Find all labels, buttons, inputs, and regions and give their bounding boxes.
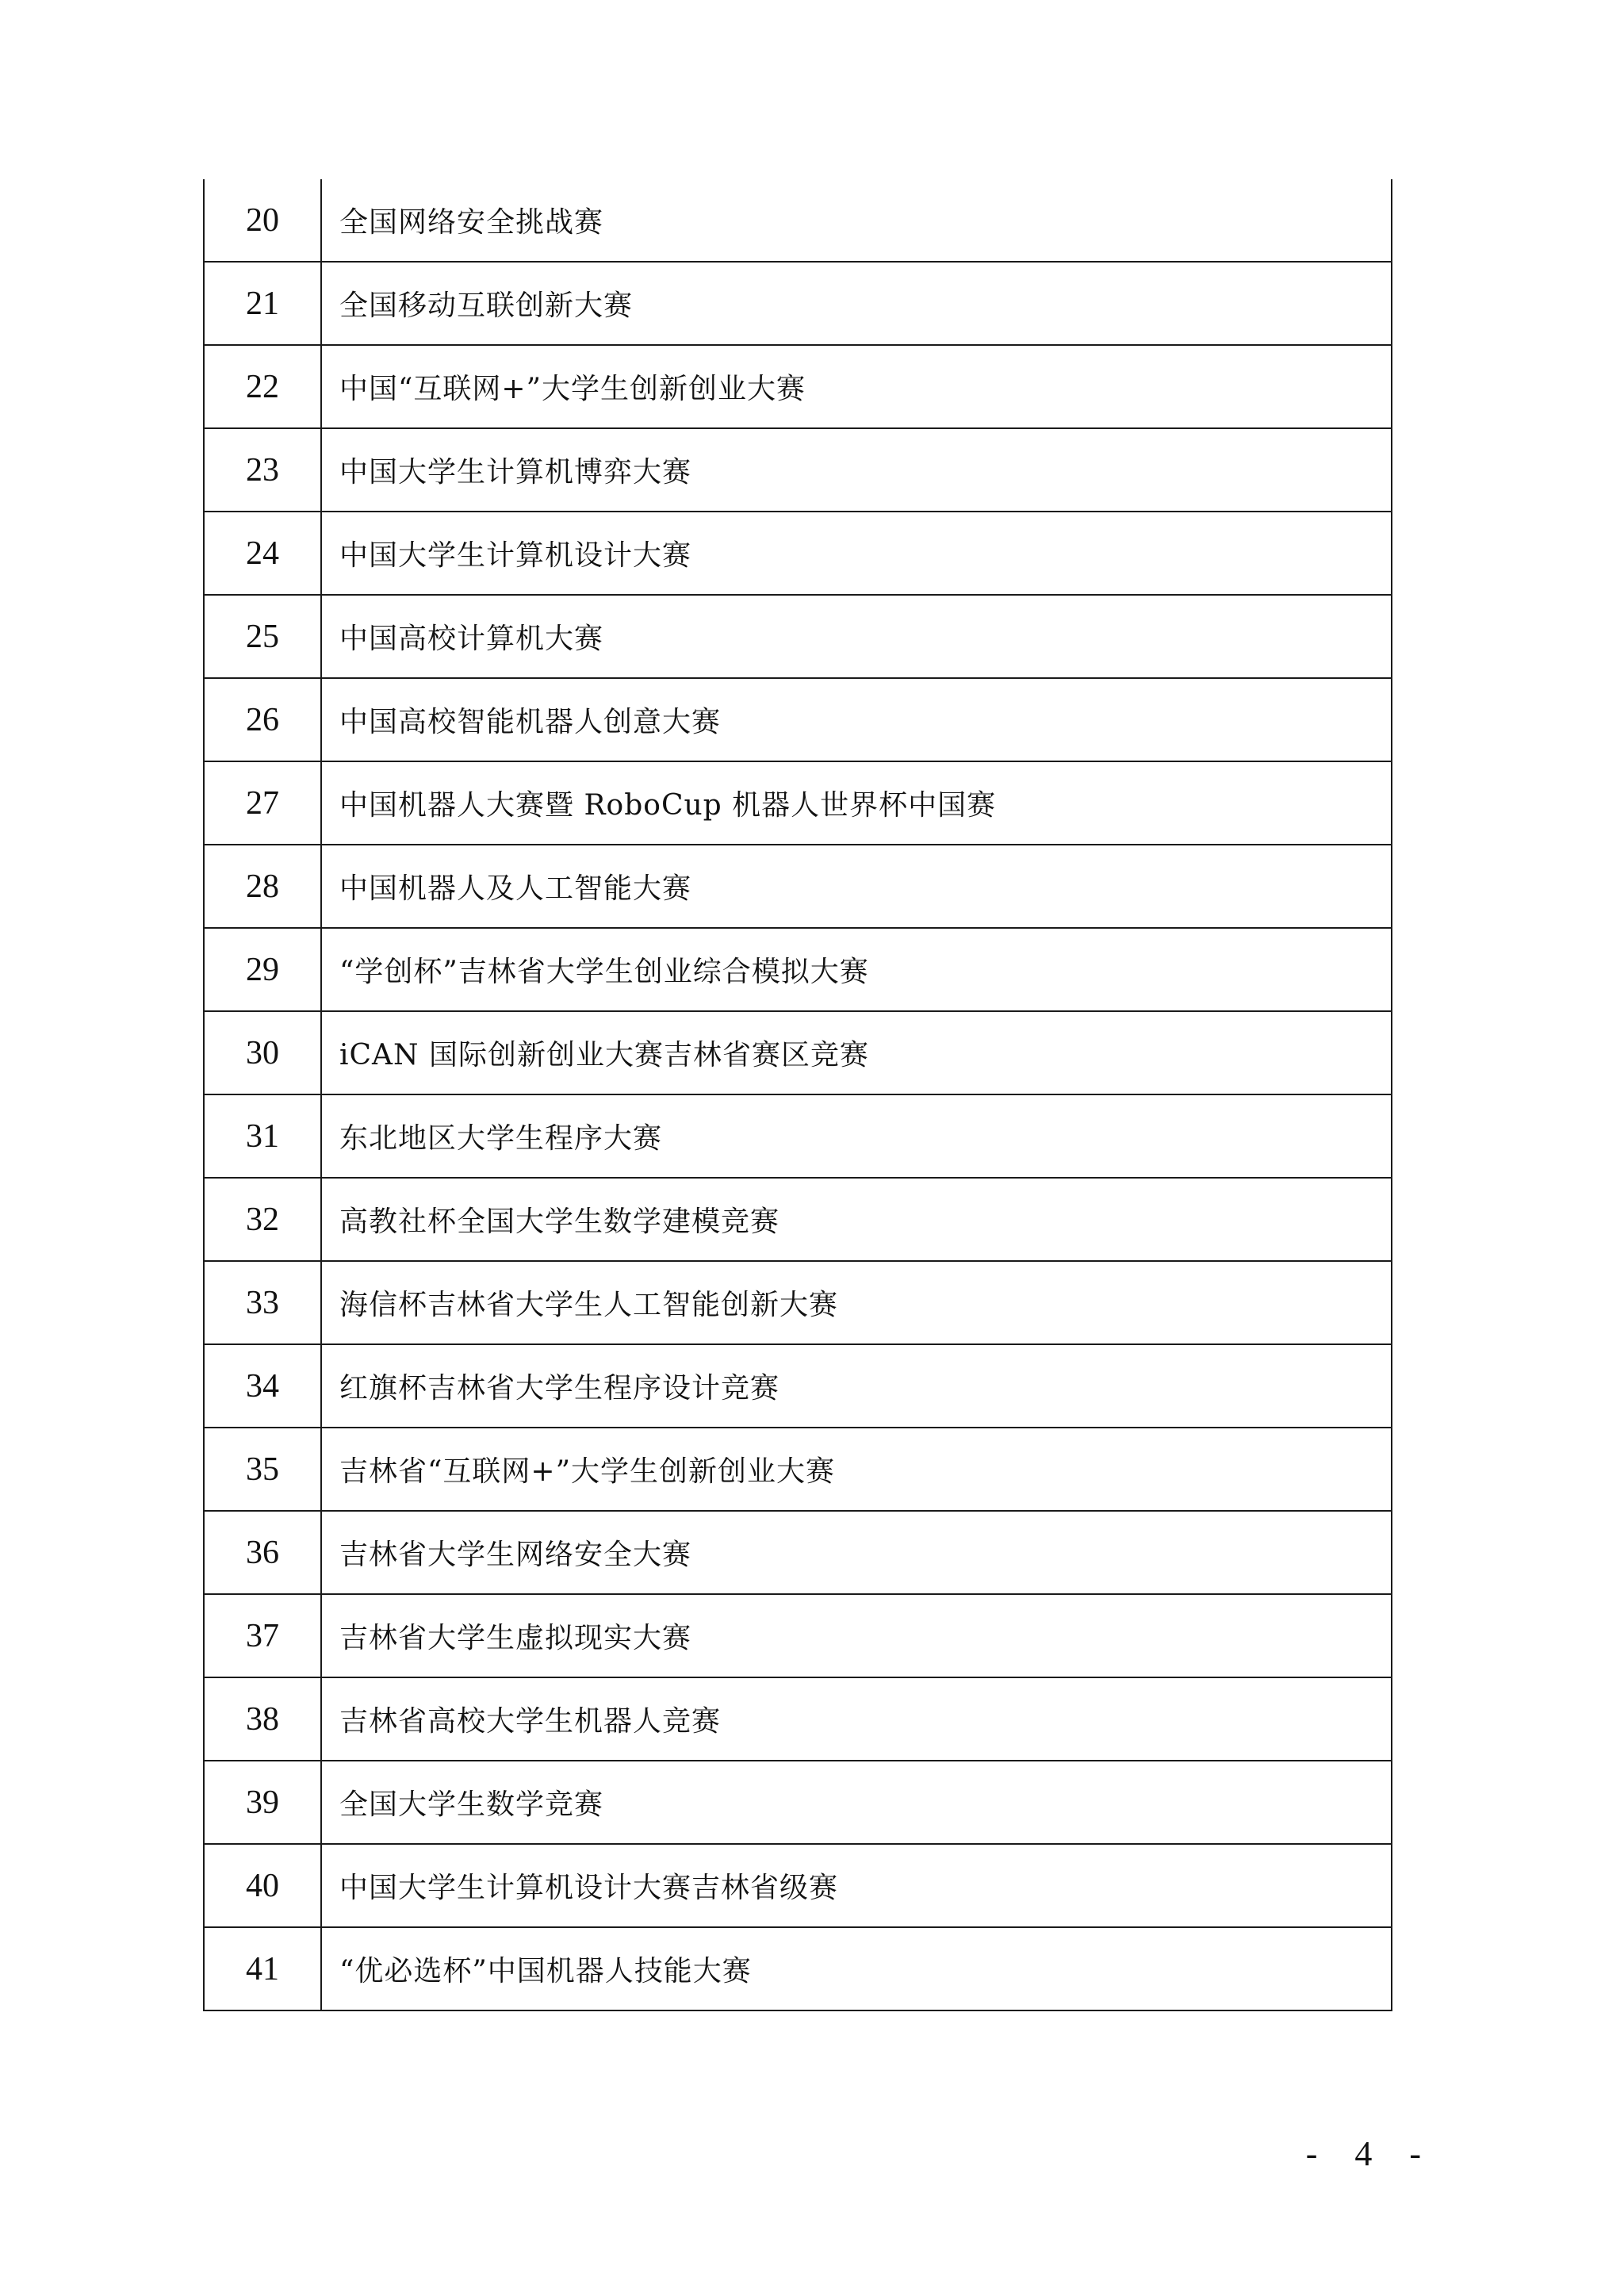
competition-name-cell: 海信杯吉林省大学生人工智能创新大赛 (321, 1261, 1392, 1344)
row-number-cell: 20 (204, 179, 321, 262)
competition-name-cell: 吉林省“互联网+”大学生创新创业大赛 (321, 1428, 1392, 1511)
row-number-cell: 25 (204, 595, 321, 678)
row-number-cell: 29 (204, 928, 321, 1011)
row-number-cell: 40 (204, 1844, 321, 1927)
table-row (204, 678, 1392, 761)
competition-name-cell: “优必选杯”中国机器人技能大赛 (321, 1927, 1392, 2010)
row-number-cell: 26 (204, 678, 321, 761)
table-row (204, 428, 1392, 512)
table-row (204, 1094, 1392, 1178)
row-number-cell: 31 (204, 1094, 321, 1178)
competition-name-cell: 全国网络安全挑战赛 (321, 179, 1392, 262)
table-row (204, 1677, 1392, 1761)
row-number-cell: 32 (204, 1178, 321, 1261)
row-number-cell: 36 (204, 1511, 321, 1594)
table-row (204, 1178, 1392, 1261)
competition-name-cell: “学创杯”吉林省大学生创业综合模拟大赛 (321, 928, 1392, 1011)
row-number-cell: 22 (204, 345, 321, 428)
table-row (204, 1927, 1392, 2010)
competition-name-cell: 中国高校计算机大赛 (321, 595, 1392, 678)
row-number-cell: 27 (204, 761, 321, 845)
row-number-cell: 30 (204, 1011, 321, 1094)
row-number-cell: 33 (204, 1261, 321, 1344)
table-row (204, 1344, 1392, 1428)
competition-table (203, 179, 1392, 2011)
row-number-cell: 23 (204, 428, 321, 512)
row-number-cell: 24 (204, 512, 321, 595)
table-row (204, 928, 1392, 1011)
competition-name-cell: 中国大学生计算机设计大赛吉林省级赛 (321, 1844, 1392, 1927)
competition-name-cell: 全国移动互联创新大赛 (321, 262, 1392, 345)
row-number-cell: 37 (204, 1594, 321, 1677)
competition-name-cell: 中国机器人大赛暨 RoboCup 机器人世界杯中国赛 (321, 761, 1392, 845)
competition-name-cell: 吉林省大学生网络安全大赛 (321, 1511, 1392, 1594)
table-row (204, 761, 1392, 845)
competition-name-cell: iCAN 国际创新创业大赛吉林省赛区竞赛 (321, 1011, 1392, 1094)
table-row (204, 1511, 1392, 1594)
table-row (204, 1844, 1392, 1927)
competition-name-cell: 中国大学生计算机博弈大赛 (321, 428, 1392, 512)
competition-name-cell: 中国大学生计算机设计大赛 (321, 512, 1392, 595)
table-row (204, 1428, 1392, 1511)
table-row (204, 1011, 1392, 1094)
table-row (204, 262, 1392, 345)
table-row (204, 595, 1392, 678)
table-row (204, 845, 1392, 928)
table-row (204, 512, 1392, 595)
competition-name-cell: 红旗杯吉林省大学生程序设计竞赛 (321, 1344, 1392, 1428)
row-number-cell: 34 (204, 1344, 321, 1428)
competition-name-cell: 中国机器人及人工智能大赛 (321, 845, 1392, 928)
row-number-cell: 21 (204, 262, 321, 345)
competition-name-cell: 吉林省大学生虚拟现实大赛 (321, 1594, 1392, 1677)
row-number-cell: 41 (204, 1927, 321, 2010)
row-number-cell: 35 (204, 1428, 321, 1511)
competition-name-cell: 中国高校智能机器人创意大赛 (321, 678, 1392, 761)
row-number-cell: 38 (204, 1677, 321, 1761)
row-number-cell: 28 (204, 845, 321, 928)
table-row (204, 1594, 1392, 1677)
competition-table-container (203, 179, 1392, 2011)
competition-name-cell: 全国大学生数学竞赛 (321, 1761, 1392, 1844)
competition-table-body (204, 179, 1392, 2010)
table-row (204, 345, 1392, 428)
competition-name-cell: 高教社杯全国大学生数学建模竞赛 (321, 1178, 1392, 1261)
table-row (204, 1761, 1392, 1844)
table-row (204, 179, 1392, 262)
table-row (204, 1261, 1392, 1344)
competition-name-cell: 中国“互联网+”大学生创新创业大赛 (321, 345, 1392, 428)
row-number-cell: 39 (204, 1761, 321, 1844)
competition-name-cell: 吉林省高校大学生机器人竞赛 (321, 1677, 1392, 1761)
competition-name-cell: 东北地区大学生程序大赛 (321, 1094, 1392, 1178)
page-number: - 4 - (1305, 2134, 1435, 2173)
